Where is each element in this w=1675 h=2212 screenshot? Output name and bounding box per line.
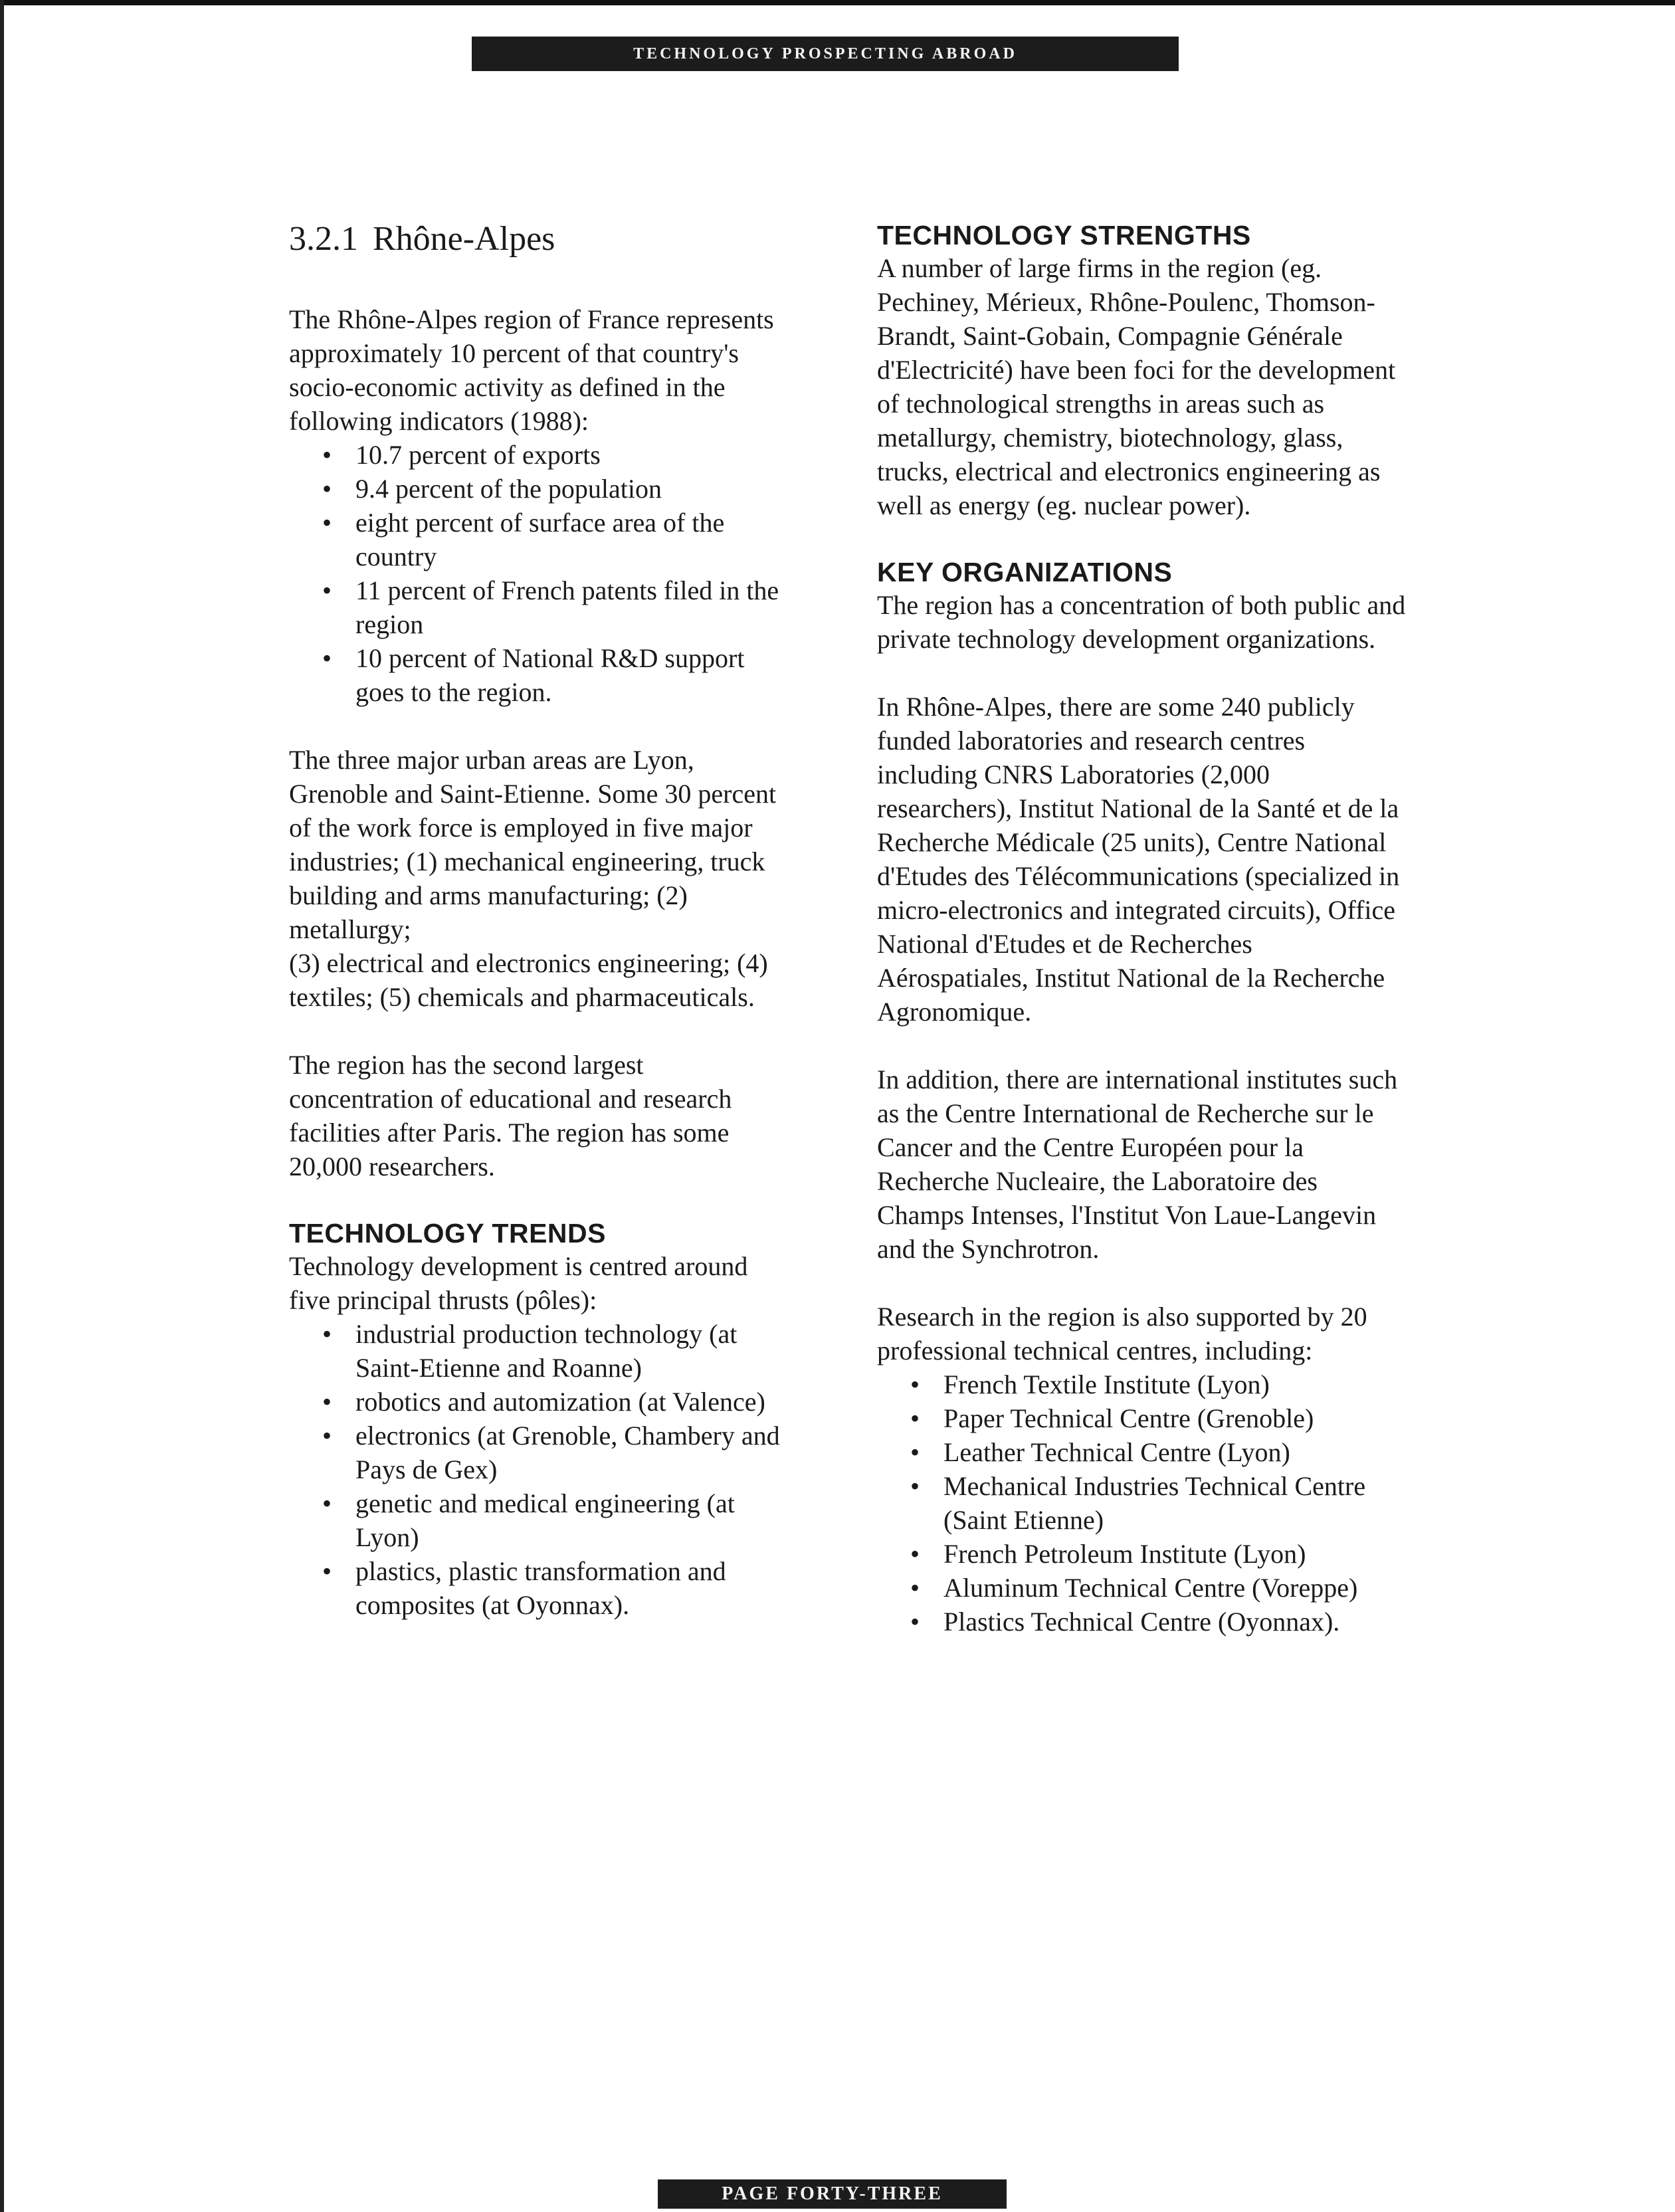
list-item: • eight percent of surface area of the country xyxy=(355,506,794,573)
key-organizations-heading: KEY ORGANIZATIONS xyxy=(877,557,1173,587)
international-institutes-paragraph: In addition, there are international institutes such as the Centre International de Recherche sur le Cancer and the Centre Européen pour la Recherche Nucleaire, the Laboratoire des Champs Intenses, l'Institut Von Laue-Langevin and the Synchrotron. xyxy=(877,1064,1398,1264)
page-number-text: PAGE FORTY-THREE xyxy=(722,2183,943,2204)
list-item: • plastics, plastic transformation and composites (at Oyonnax). xyxy=(355,1554,794,1622)
list-item: • 10 percent of National R&D support goes to the region. xyxy=(355,641,794,709)
laboratories-paragraph: In Rhône-Alpes, there are some 240 publicly funded laboratories and research centres including CNRS Laboratories (2,000 researchers), Institut National de la Santé et de la Recherche Médicale (25 units), Centre National d'Etudes des Télécommunications (specialized in micro-electronics and integrated circuits), Office National d'Etudes et de Recherches Aérospatiales, Institut National de la Recherche Agronomique. xyxy=(877,692,1400,1027)
list-item: • Aluminum Technical Centre (Voreppe) xyxy=(943,1571,1409,1605)
section-title: Rhône-Alpes xyxy=(373,220,555,258)
section-number: 3.2.1 xyxy=(289,220,358,258)
list-item: • 11 percent of French patents filed in the region xyxy=(355,573,794,641)
list-item: • robotics and automization (at Valence) xyxy=(355,1385,794,1419)
left-column xyxy=(289,216,794,1622)
list-item: • genetic and medical engineering (at Lyon) xyxy=(355,1486,794,1554)
technology-strengths-heading: TECHNOLOGY STRENGTHS xyxy=(877,220,1251,251)
technical-centres-list xyxy=(877,1367,1409,1639)
running-header-text: TECHNOLOGY PROSPECTING ABROAD xyxy=(633,45,1017,62)
scan-edge-top xyxy=(0,0,1675,5)
urban-areas-paragraph-cont: (3) electrical and electronics engineering; (4) textiles; (5) chemicals and pharmaceuticals. xyxy=(289,948,768,1012)
list-item: • electronics (at Grenoble, Chambery and Pays de Gex) xyxy=(355,1419,794,1486)
research-paragraph: The region has the second largest concentration of educational and research facilities after Paris. The region has some 20,000 researchers. xyxy=(289,1050,732,1181)
trends-list xyxy=(289,1317,794,1622)
list-item: • Paper Technical Centre (Grenoble) xyxy=(943,1401,1409,1435)
list-item: • Plastics Technical Centre (Oyonnax). xyxy=(943,1605,1409,1639)
technology-trends-heading: TECHNOLOGY TRENDS xyxy=(289,1218,606,1249)
list-item: • 9.4 percent of the population xyxy=(355,472,794,506)
scan-edge-left xyxy=(0,0,4,2212)
strengths-paragraph: A number of large firms in the region (eg. Pechiney, Mérieux, Rhône-Poulenc, Thomson-Brandt, Saint-Gobain, Compagnie Générale d'Electricité) have been foci for the development of technological strengths in areas such as metallurgy, chemistry, biotechnology, glass, trucks, electrical and electronics engineering as well as energy (eg. nuclear power). xyxy=(877,253,1396,520)
technical-centres-intro: Research in the region is also supported by 20 professional technical centres, including: xyxy=(877,1302,1367,1365)
organizations-intro-paragraph: The region has a concentration of both public and private technology development organizations. xyxy=(877,590,1406,654)
intro-paragraph: The Rhône-Alpes region of France represents approximately 10 percent of that country's socio-economic activity as defined in the following indicators (1988): xyxy=(289,304,774,436)
list-item: • Leather Technical Centre (Lyon) xyxy=(943,1435,1409,1469)
list-item: • French Textile Institute (Lyon) xyxy=(943,1367,1409,1401)
urban-areas-paragraph: The three major urban areas are Lyon, Grenoble and Saint-Etienne. Some 30 percent of the work force is employed in five major industries; (1) mechanical engineering, truck building and arms manufacturing; (2) metallurgy; xyxy=(289,745,777,944)
list-item: • Mechanical Industries Technical Centre (Saint Etienne) xyxy=(943,1469,1409,1537)
section-heading xyxy=(289,216,794,262)
trends-intro-paragraph: Technology development is centred around five principal thrusts (pôles): xyxy=(289,1251,748,1315)
list-item: • French Petroleum Institute (Lyon) xyxy=(943,1537,1409,1571)
indicator-list xyxy=(289,438,794,709)
running-header xyxy=(472,37,1179,71)
list-item: • industrial production technology (at Saint-Etienne and Roanne) xyxy=(355,1317,794,1385)
right-column xyxy=(877,219,1409,1639)
page-number-footer xyxy=(658,2179,1007,2209)
list-item: • 10.7 percent of exports xyxy=(355,438,794,472)
